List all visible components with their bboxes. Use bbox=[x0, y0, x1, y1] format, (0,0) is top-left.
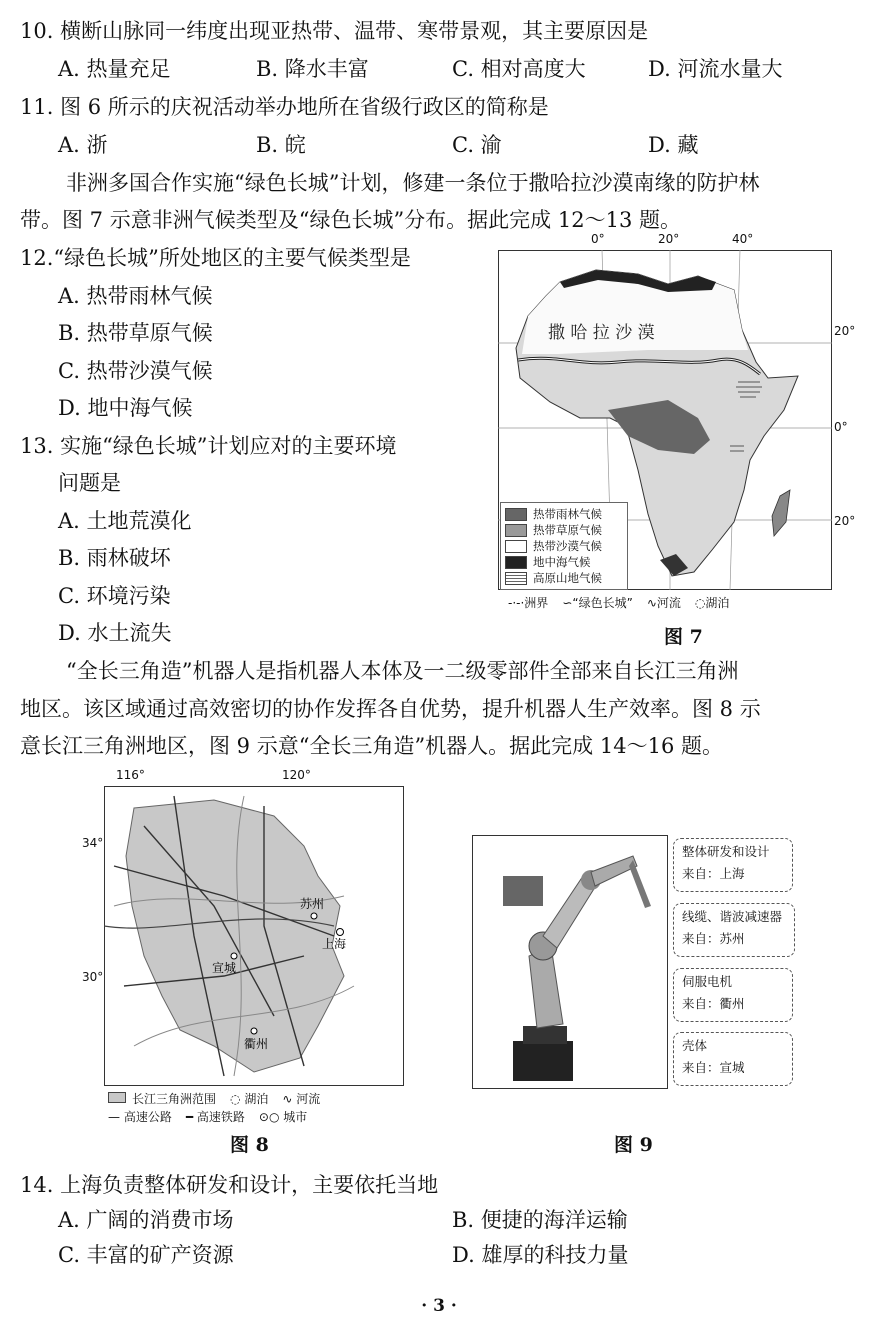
legend-highway: — 高速公路 bbox=[108, 1110, 172, 1124]
tag-shell-xuancheng: 壳体 来自：宣城 bbox=[673, 1032, 793, 1086]
climate-legend bbox=[500, 502, 628, 590]
legend-mediterranean: 地中海气候 bbox=[505, 554, 623, 570]
q12-option-b: B. 热带草原气候 bbox=[58, 321, 213, 345]
q14-option-b: B. 便捷的海洋运输 bbox=[452, 1208, 628, 1232]
lat-label-34: 34° bbox=[82, 836, 104, 850]
q11-option-a: A. 浙 bbox=[58, 133, 108, 157]
figure-9-caption: 图 9 bbox=[614, 1134, 653, 1156]
legend-green-wall: ∽“绿色长城” bbox=[562, 596, 633, 610]
q13-option-d: D. 水土流失 bbox=[58, 621, 172, 645]
sahara-label: 撒 哈 拉 沙 漠 bbox=[548, 323, 655, 343]
legend-savanna: 热带草原气候 bbox=[505, 522, 623, 538]
lon-label-0: 0° bbox=[591, 232, 605, 246]
intro-14-16-line3: 意长江三角洲地区，图 9 示意“全长三角造”机器人。据此完成 14～16 题。 bbox=[20, 734, 723, 758]
legend-city: ⊙○ 城市 bbox=[258, 1110, 308, 1124]
q11-option-c: C. 渝 bbox=[452, 133, 502, 157]
tag-cable-suzhou: 线缆、谐波减速器 来自：苏州 bbox=[673, 903, 795, 957]
q12-option-c: C. 热带沙漠气候 bbox=[58, 359, 213, 383]
question-14-stem: 14. 上海负责整体研发和设计，主要依托当地 bbox=[20, 1173, 439, 1197]
q12-option-a: A. 热带雨林气候 bbox=[58, 284, 213, 308]
tag-motor-quzhou: 伺服电机 来自：衢州 bbox=[673, 968, 793, 1022]
legend-delta-range: 长江三角洲范围 bbox=[108, 1090, 216, 1108]
q14-option-d: D. 雄厚的科技力量 bbox=[452, 1243, 629, 1267]
fig8-legend bbox=[108, 1090, 418, 1126]
figure-8-yangtze-delta-map bbox=[82, 768, 418, 1128]
q11-option-d: D. 藏 bbox=[648, 133, 699, 157]
legend-lake-8: ◌ 湖泊 bbox=[230, 1092, 269, 1106]
figure-8-caption: 图 8 bbox=[230, 1134, 269, 1156]
figure-7-africa-map bbox=[496, 232, 856, 622]
lat-label-0: 0° bbox=[834, 420, 848, 434]
intro-14-16-line2: 地区。该区域通过高效密切的协作发挥各自优势，提升机器人生产效率。图 8 示 bbox=[20, 697, 761, 721]
delta-map-frame bbox=[104, 786, 404, 1086]
lat-label-30: 30° bbox=[82, 970, 104, 984]
q10-option-d: D. 河流水量大 bbox=[648, 57, 783, 81]
legend-continent-border: -·-·洲界 bbox=[508, 596, 549, 610]
legend-river-8: ∿ 河流 bbox=[282, 1092, 321, 1106]
question-13-stem-line1: 13. 实施“绿色长城”计划应对的主要环境 bbox=[20, 434, 397, 458]
q14-option-c: C. 丰富的矿产资源 bbox=[58, 1243, 234, 1267]
lon-label-20: 20° bbox=[658, 232, 680, 246]
lon-label-120: 120° bbox=[282, 768, 311, 782]
intro-14-16-line1: “全长三角造”机器人是指机器人本体及一二级零部件全部来自长江三角洲 bbox=[66, 659, 739, 683]
lat-label-20s: 20° bbox=[834, 514, 856, 528]
tag-design-shanghai: 整体研发和设计 来自：上海 bbox=[673, 838, 793, 892]
figure-9-robot-photo bbox=[472, 835, 668, 1089]
city-shanghai: 上海 bbox=[322, 937, 347, 951]
lon-label-116: 116° bbox=[116, 768, 145, 782]
page-number: · 3 · bbox=[421, 1296, 457, 1316]
q14-option-a: A. 广阔的消费市场 bbox=[58, 1208, 234, 1232]
legend-desert: 热带沙漠气候 bbox=[505, 538, 623, 554]
legend-river: ∿河流 bbox=[646, 596, 681, 610]
q10-option-c: C. 相对高度大 bbox=[452, 57, 586, 81]
q13-option-c: C. 环境污染 bbox=[58, 584, 171, 608]
legend-highland: 高原山地气候 bbox=[505, 570, 623, 586]
city-xuancheng: 宣城 bbox=[212, 961, 237, 975]
robot-arm-illustration bbox=[473, 836, 667, 1088]
q13-option-b: B. 雨林破坏 bbox=[58, 546, 171, 570]
intro-12-13-line1: 非洲多国合作实施“绿色长城”计划，修建一条位于撒哈拉沙漠南缘的防护林 bbox=[66, 171, 760, 195]
legend-railway: ━ 高速铁路 bbox=[185, 1110, 245, 1124]
question-13-stem-line2: 问题是 bbox=[58, 471, 121, 495]
city-suzhou: 苏州 bbox=[300, 897, 325, 911]
figure-7-caption: 图 7 bbox=[664, 626, 703, 648]
q13-option-a: A. 土地荒漠化 bbox=[58, 509, 192, 533]
fig7-bottom-legend bbox=[508, 594, 838, 611]
question-10-stem: 10. 横断山脉同一纬度出现亚热带、温带、寒带景观，其主要原因是 bbox=[20, 19, 649, 43]
city-quzhou: 衢州 bbox=[244, 1037, 269, 1051]
q10-option-b: B. 降水丰富 bbox=[256, 57, 369, 81]
q12-option-d: D. 地中海气候 bbox=[58, 396, 193, 420]
legend-rainforest: 热带雨林气候 bbox=[505, 506, 623, 522]
lat-label-20n: 20° bbox=[834, 324, 856, 338]
q11-option-b: B. 皖 bbox=[256, 133, 306, 157]
lon-label-40: 40° bbox=[732, 232, 754, 246]
question-12-stem: 12.“绿色长城”所处地区的主要气候类型是 bbox=[20, 246, 411, 270]
question-11-stem: 11. 图 6 所示的庆祝活动举办地所在省级行政区的简称是 bbox=[20, 95, 549, 119]
q10-option-a: A. 热量充足 bbox=[58, 57, 171, 81]
intro-12-13-line2: 带。图 7 示意非洲气候类型及“绿色长城”分布。据此完成 12～13 题。 bbox=[20, 208, 681, 232]
legend-lake: ◌湖泊 bbox=[694, 596, 730, 610]
